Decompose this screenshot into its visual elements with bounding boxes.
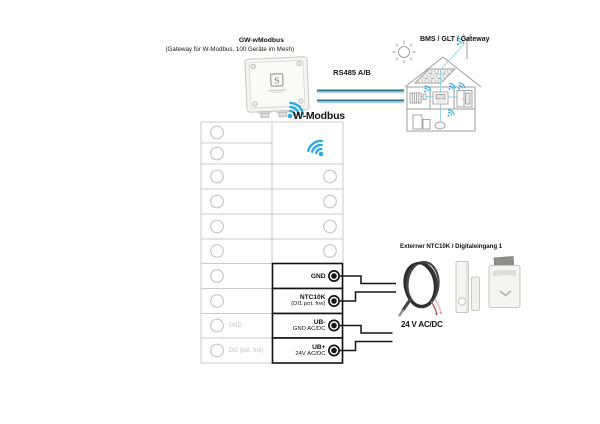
output-cell-ntc10k-line1: NTC10K xyxy=(299,294,326,302)
wmodbus-label: W-Modbus xyxy=(293,110,345,122)
output-cell-ntc10k-line2: (DI1 pot. frei) xyxy=(291,301,326,308)
ntc10k-probe-image xyxy=(400,261,443,316)
output-cell-gnd-line1: GND xyxy=(310,272,326,280)
gateway-title: GW-wModbus xyxy=(238,37,284,44)
output-cell-ub-plus-line1: UB+ xyxy=(312,343,326,351)
rs485-bus-lines xyxy=(317,90,404,104)
connection-wires xyxy=(340,276,397,351)
output-cell-ntc10k xyxy=(274,289,326,314)
rs485-bus-label: RS485 A/B xyxy=(333,68,371,77)
output-cell-ub-plus xyxy=(274,338,326,363)
terminal-label-gnd-muted: GND xyxy=(228,322,242,329)
bms-building-illustration xyxy=(393,34,482,131)
terminal-label-di2-muted: DI2 (pot. frei) xyxy=(228,347,264,354)
table-wifi-icon xyxy=(307,138,330,160)
output-cell-gnd xyxy=(274,264,326,289)
output-cell-ub-minus xyxy=(274,314,326,339)
sun-icon xyxy=(393,41,416,64)
output-cell-ub-minus-line1: UB- xyxy=(313,319,326,327)
left-terminal-circles xyxy=(211,126,224,357)
output-cell-ub-minus-line2: GND AC/DC xyxy=(292,326,326,333)
door-contact-image xyxy=(456,262,480,313)
svg-text:S: S xyxy=(274,76,280,87)
output-cell-ub-plus-line2: 24V AC/DC xyxy=(295,350,326,357)
bms-glt-gateway-label: BMS / GLT / Gateway xyxy=(420,36,490,43)
gateway-subtitle: (Gateway für W-Modbus, 100 Geräte im Mesh) xyxy=(165,46,294,53)
external-sensor-label: Externer NTC10K / Digitaleingang 1 xyxy=(400,243,503,250)
power-supply-label: 24 V AC/DC xyxy=(401,320,443,329)
key-card-holder-image xyxy=(489,257,520,308)
